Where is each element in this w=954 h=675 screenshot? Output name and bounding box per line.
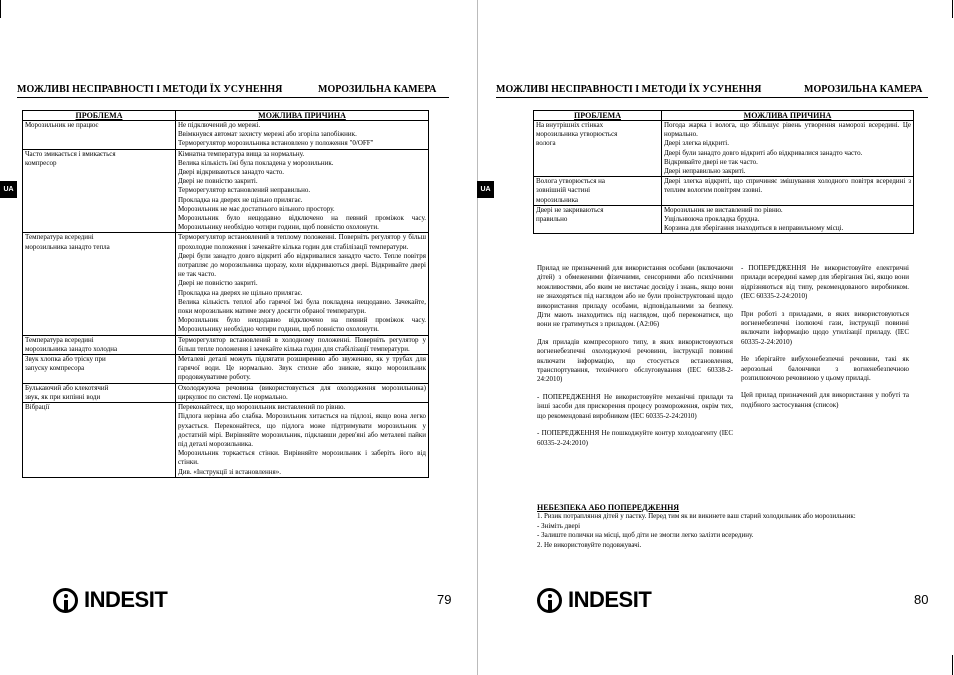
cause-line: Двері були занадто довго відкриті або відкривалися занадто часто. Тепле повітря потрапляє до морозильника щоразу, коли відкриваються двері. Відкривайте двері не так часто. (178, 251, 426, 279)
problem-line: Морозильник не працює (25, 121, 99, 129)
cause-cell (176, 233, 429, 335)
problem-cell (23, 121, 176, 150)
cause-line: Кімнатна температура вища за нормальну. (178, 149, 305, 158)
cause-line: Двері злегка відкриті. (664, 139, 729, 148)
right-troubleshooting-table (533, 110, 914, 234)
table-row (23, 355, 429, 384)
warning-title: НЕБЕЗПЕКА АБО ПОПЕРЕДЖЕННЯ (537, 503, 680, 512)
cause-line: Двері були занадто довго відкриті або відкривалися занадто часто. (664, 148, 863, 157)
cause-line: Двері не повністю закриті. (178, 177, 258, 186)
brand-name: INDESIT (84, 587, 168, 612)
cause-cell (662, 205, 914, 234)
cause-line: Двері не повністю закриті. (178, 279, 258, 288)
cause-line: Прокладка на дверях не щільно прилягає. (178, 288, 303, 297)
problem-line: компресор (25, 158, 57, 167)
problem-line: Часто змикається і вмикається (25, 149, 116, 158)
problem-line: На внутрішніх стінках (536, 121, 604, 129)
cause-line: Погода жарка і волога, що збільшує рівень утворення наморозі всередині. Це нормально. (664, 121, 911, 139)
problem-cell (23, 233, 176, 335)
warning-line: 1. Ризик потрапляння дітей у пастку. Перед тим як ви викинете ваш старий холодильник або морозильник: (537, 512, 856, 521)
left-corner-mark (0, 0, 1, 18)
cause-cell (662, 177, 914, 206)
problem-line: Температура всередині (25, 233, 94, 242)
table-header-row (534, 111, 914, 121)
cause-cell (176, 121, 429, 150)
right-corner-mark (952, 0, 953, 18)
problem-line: Булькаючий або клекотячий (25, 383, 109, 392)
problem-line: морозильника утворюється (536, 130, 618, 139)
warning-line: - Залиште полички на місці, щоб діти не змогли легко залізти всередину. (537, 531, 754, 540)
table-row (23, 335, 429, 354)
left-header-section: МОРОЗИЛЬНА КАМЕРА (318, 84, 437, 95)
problem-cell (23, 355, 176, 384)
problem-line: правильно (536, 215, 568, 224)
problem-cell (23, 149, 176, 233)
paragraph: При роботі з приладами, в яких використовуються вогненебезпечні ізолюючі гази, інструкції повинні включати інформацію щодо утилізації приладу. (IEC 60335-2-24:2010) (741, 309, 909, 346)
table-row (23, 149, 429, 233)
problem-line: Волога утворюється на (536, 177, 606, 186)
problem-cell (23, 383, 176, 402)
cause-cell (176, 383, 429, 402)
cause-line: Морозильник було нещодавно відключено на певний проміжок часу. Морозильнику необхідно чотири години, щоб повністю охолонути. (178, 316, 426, 334)
problem-cell (23, 335, 176, 354)
warning-block (537, 503, 909, 550)
cause-line: Ущільнююча прокладка брудна. (664, 215, 760, 224)
table-row (23, 383, 429, 402)
brand-name: INDESIT (568, 587, 652, 612)
cause-line: Терморегулятор встановлений неправильно. (178, 186, 311, 195)
cause-line: Терморегулятор встановлений в холодному положенні. Поверніть регулятор у більш тепле положення і зачекайте кілька годин для стабілізації температури. (178, 335, 426, 353)
right-corner-mark-bottom (952, 655, 953, 675)
cause-header: МОЖЛИВА ПРИЧИНА (176, 111, 429, 121)
right-brand-logo (537, 587, 651, 613)
cause-cell (176, 335, 429, 354)
cause-line: Морозильник не має достатнього вільного простору. (178, 204, 335, 213)
problem-cell (534, 205, 662, 234)
cause-line: Терморегулятор встановлений в теплому положенні. Поверніть регулятор у більш прохолодне положення і зачекайте кілька годин для стабілізації температури. (178, 233, 426, 251)
problem-cell (23, 403, 176, 478)
problem-line: Двері не закриваються (536, 205, 604, 214)
problem-line: Вібрації (25, 403, 50, 412)
cause-line: Морозильник було нещодавно відключено на певний проміжок часу. Морозильнику необхідно чотири години, щоб повністю охолонути. (178, 214, 426, 232)
cause-line: Терморегулятор морозильника встановлено у положення "0/OFF" (178, 139, 374, 148)
left-page-number: 79 (437, 592, 452, 607)
right-header-title: МОЖЛИВІ НЕСПРАВНОСТІ І МЕТОДИ ЇХ УСУНЕННЯ (496, 84, 762, 95)
right-ua-tab: UA (477, 181, 494, 198)
left-header-rule (17, 97, 449, 98)
paragraph: - ПОПЕРЕДЖЕННЯ Не використовуйте механічні прилади та інші засоби для прискорення процесу розмороження, окрім тих, що рекомендовані виробником (IEC 60335-2-24:2010) (537, 392, 733, 420)
cause-line: Двері злегка відкриті, що спричиняє змішування холодного повітря всередині з теплим вологим повітрям ззовні. (664, 177, 911, 195)
left-ua-tab: UA (0, 181, 17, 198)
right-header-rule (496, 97, 928, 98)
cause-line: Див. «Інструкції зі встановлення». (178, 467, 281, 476)
cause-cell (662, 121, 914, 177)
paragraph: Прилад не призначений для використання особами (включаючи дітей) з обмеженими фізичними, сенсорними або психічними можливостями, або яким не вистачає досвіду і знань, якщо вони не знаходяться під наглядом або не були проінструктовані щодо використання приладу особами, відповідальними за безпеку. Діти мають знаходитись під наглядом, щоб переконатися, що вони не гратимуться з приладом. (A2:06) (537, 264, 733, 329)
table-row (534, 121, 914, 177)
problem-header: ПРОБЛЕМА (23, 111, 176, 121)
cause-line: Двері відкриваються занадто часто. (178, 168, 285, 177)
cause-line: Прокладка на дверях не щільно прилягає. (178, 195, 303, 204)
problem-cell (534, 121, 662, 177)
paragraph: Для приладів компресорного типу, в яких використовуються вогненебезпечні охолоджуючі речовини, інструкції повинні включати інформацію, що стосується встановлення, транспортування, технічного обслуговування (IEC 60338-2-24:2010) (537, 337, 733, 384)
right-header-section: МОРОЗИЛЬНА КАМЕРА (804, 84, 923, 95)
problem-line: Звук хлопка або тріску при (25, 355, 106, 364)
right-text-column-1 (537, 264, 733, 456)
cause-line: Двері неправильно закриті. (664, 167, 746, 176)
problem-line: звук, як при кипінні води (25, 392, 101, 401)
problem-line: Температура всередині (25, 335, 94, 344)
cause-line: Морозильник торкається стінки. Вирівняйте морозильник і заберіть його від стінки. (178, 449, 426, 467)
left-troubleshooting-table (22, 110, 429, 478)
left-header-title: МОЖЛИВІ НЕСПРАВНОСТІ І МЕТОДИ ЇХ УСУНЕННЯ (17, 84, 283, 95)
table-row (23, 403, 429, 478)
cause-line: Відкривайте двері не так часто. (664, 157, 758, 166)
cause-line: Морозильник не виставлений по рівню. (664, 205, 783, 214)
table-row (534, 177, 914, 206)
cause-line: Охолоджуюча речовина (використовується для охолодження морозильника) циркулює по системі. Це нормально. (178, 383, 426, 401)
cause-line: Не підключений до мережі. (178, 121, 261, 129)
page-divider (477, 0, 478, 675)
table-row (534, 205, 914, 234)
warning-line: - Зніміть двері (537, 521, 581, 530)
cause-cell (176, 403, 429, 478)
right-page-number: 80 (914, 592, 929, 607)
paragraph: - ПОПЕРЕДЖЕННЯ Не використовуйте електричні прилади всередині камер для зберігання їжі, якщо вони відрізняються від типу, рекомендованого виробником. (IEC 60335-2-24:2010) (741, 264, 909, 301)
cause-header: МОЖЛИВА ПРИЧИНА (662, 111, 914, 121)
cause-cell (176, 355, 429, 384)
problem-line: волога (536, 139, 556, 148)
right-text-column-2 (741, 264, 909, 418)
table-row (23, 121, 429, 150)
cause-line: Ввімкнувся автомат захисту мережі або згоріла запобіжник. (178, 130, 357, 139)
table-header-row (23, 111, 429, 121)
paragraph: Не зберігайте вибухонебезпечні речовини, такі як аерозольні балончики з вогненебезпечною розпилюючою речовиною у цьому приладі. (741, 355, 909, 383)
cause-line: Підлога нерівна або слабка. Морозильник хитається на підлозі, якщо вона легко рухається. Переконайтеся, що підлога може підтримувати морозильник у достатній мірі. Вирівняйте морозильник, підклавши дерев'яні або металеві пайки під деталі морозильника. (178, 412, 426, 448)
problem-line: морозильника (536, 195, 579, 204)
warning-lines (537, 512, 909, 550)
cause-line: Велика кількість їжі була покладена у морозильник. (178, 158, 334, 167)
problem-line: зовнішній частині (536, 186, 591, 195)
indesit-logo-icon (53, 588, 78, 613)
paragraph: Цей прилад призначений для використання у побуті та подібного застосування (список) (741, 391, 909, 409)
table-row (23, 233, 429, 335)
cause-line: Велика кількість теплої або гарячої їжі була покладена нещодавно. Зачекайте, поки морозильник матиме змогу досягти обраної температури. (178, 297, 426, 316)
cause-line: Корзина для зберігання знаходиться в неправильному місці. (664, 224, 844, 233)
cause-cell (176, 149, 429, 233)
problem-line: морозильника занадто холодна (25, 344, 118, 353)
problem-line: запуску компресора (25, 364, 85, 373)
indesit-logo-icon (537, 588, 562, 613)
left-brand-logo (53, 587, 167, 613)
cause-line: Металеві деталі можуть підлягати розширенню або звуженню, як у трубах для гарячої води. Це нормально. Звук стихне або зникне, якщо морозильник продовжуватиме роботу. (178, 355, 426, 382)
paragraph: - ПОПЕРЕДЖЕННЯ Не пошкоджуйте контур холодоагенту (IEC 60335-2-24:2010) (537, 429, 733, 447)
warning-line: 2. Не використовуйте подовжувачі. (537, 540, 642, 549)
problem-header: ПРОБЛЕМА (534, 111, 662, 121)
problem-line: морозильника занадто тепла (25, 242, 110, 251)
problem-cell (534, 177, 662, 206)
cause-line: Переконайтеся, що морозильник виставлений по рівню. (178, 403, 346, 412)
